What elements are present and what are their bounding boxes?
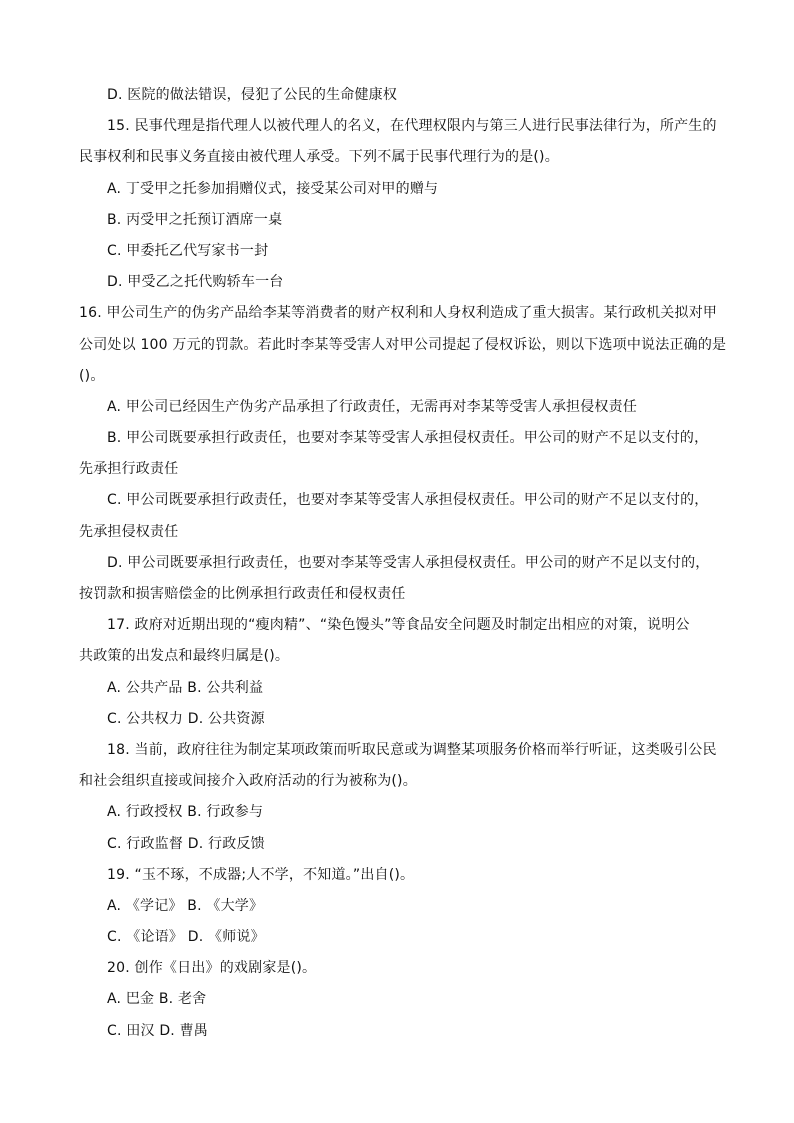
paragraph xyxy=(79,614,719,676)
text-line: 民事权利和民事义务直接由被代理人承受。下列不属于民事代理行为的是()。 xyxy=(79,149,559,166)
paragraph xyxy=(79,115,719,177)
text-line: A. 丁受甲之托参加捐赠仪式，接受某公司对甲的赠与 xyxy=(107,180,439,197)
paragraph xyxy=(79,833,719,864)
text-line: C. 公共权力 D. 公共资源 xyxy=(107,710,265,727)
text-line: C. 甲委托乙代写家书一封 xyxy=(107,242,269,259)
text-line: 公司处以 100 万元的罚款。若此时李某等受害人对甲公司提起了侵权诉讼，则以下选项中说法正确的是 xyxy=(79,336,727,353)
text-line: 18. 当前，政府往往为制定某项政策而听取民意或为调整某项服务价格而举行听证，这类吸引公民 xyxy=(107,741,717,758)
text-line: 16. 甲公司生产的伪劣产品给李某等消费者的财产权利和人身权利造成了重大损害。某行政机关拟对甲 xyxy=(79,305,718,322)
text-line: 按罚款和损害赔偿金的比例承担行政责任和侵权责任 xyxy=(79,586,406,602)
text-line: C. 《论语》 D. 《师说》 xyxy=(107,929,265,946)
text-line: C. 甲公司既要承担行政责任，也要对李某等受害人承担侵权责任。甲公司的财产不足以支付的， xyxy=(107,492,709,509)
text-line: 19. “玉不琢，不成器;人不学，不知道。”出自()。 xyxy=(107,866,415,883)
paragraph xyxy=(79,427,719,489)
paragraph xyxy=(79,302,727,396)
text-line: D. 医院的做法错误，侵犯了公民的生命健康权 xyxy=(107,87,398,103)
paragraph xyxy=(79,926,719,957)
paragraph xyxy=(79,895,719,926)
paragraph xyxy=(79,178,719,209)
text-line: A. 公共产品 B. 公共利益 xyxy=(107,679,264,696)
text-line: D. 甲受乙之托代购轿车一台 xyxy=(107,274,284,291)
paragraph xyxy=(79,1020,719,1051)
text-line: A. 行政授权 B. 行政参与 xyxy=(107,804,264,821)
text-line: ()。 xyxy=(79,367,105,384)
paragraph xyxy=(79,988,719,1019)
paragraph xyxy=(79,677,719,708)
text-line: A. 《学记》 B. 《大学》 xyxy=(107,897,264,914)
text-line: B. 丙受甲之托预订酒席一桌 xyxy=(107,211,283,228)
paragraph xyxy=(79,240,719,271)
paragraph xyxy=(79,84,719,115)
paragraph xyxy=(79,396,719,427)
paragraph xyxy=(79,739,719,801)
paragraph xyxy=(79,489,719,551)
paragraph xyxy=(79,271,719,302)
paragraph xyxy=(79,708,719,739)
text-line: C. 田汉 D. 曹禺 xyxy=(107,1022,209,1039)
document-body xyxy=(79,84,727,1051)
text-line: A. 巴金 B. 老舍 xyxy=(107,991,207,1008)
text-line: 15. 民事代理是指代理人以被代理人的名义，在代理权限内与第三人进行民事法律行为，所产生的 xyxy=(107,118,717,135)
paragraph xyxy=(79,801,719,832)
paragraph xyxy=(79,957,719,988)
paragraph xyxy=(79,209,719,240)
text-line: 和社会组织直接或间接介入政府活动的行为被称为()。 xyxy=(79,773,417,790)
paragraph xyxy=(79,552,719,614)
text-line: 先承担行政责任 xyxy=(79,461,179,478)
text-line: B. 甲公司既要承担行政责任，也要对李某等受害人承担侵权责任。甲公司的财产不足以支付的， xyxy=(107,430,709,447)
text-line: 17. 政府对近期出现的“瘦肉精”、“染色馒头”等食品安全问题及时制定出相应的对策，说明公 xyxy=(107,617,690,634)
text-line: D. 甲公司既要承担行政责任，也要对李某等受害人承担侵权责任。甲公司的财产不足以支付的， xyxy=(107,554,710,571)
text-line: 20. 创作《日出》的戏剧家是()。 xyxy=(107,960,317,977)
paragraph xyxy=(79,864,719,895)
text-line: 共政策的出发点和最终归属是()。 xyxy=(79,648,290,665)
text-line: 先承担侵权责任 xyxy=(79,523,179,540)
text-line: C. 行政监督 D. 行政反馈 xyxy=(107,835,265,852)
text-line: A. 甲公司已经因生产伪劣产品承担了行政责任，无需再对李某等受害人承担侵权责任 xyxy=(107,398,638,415)
